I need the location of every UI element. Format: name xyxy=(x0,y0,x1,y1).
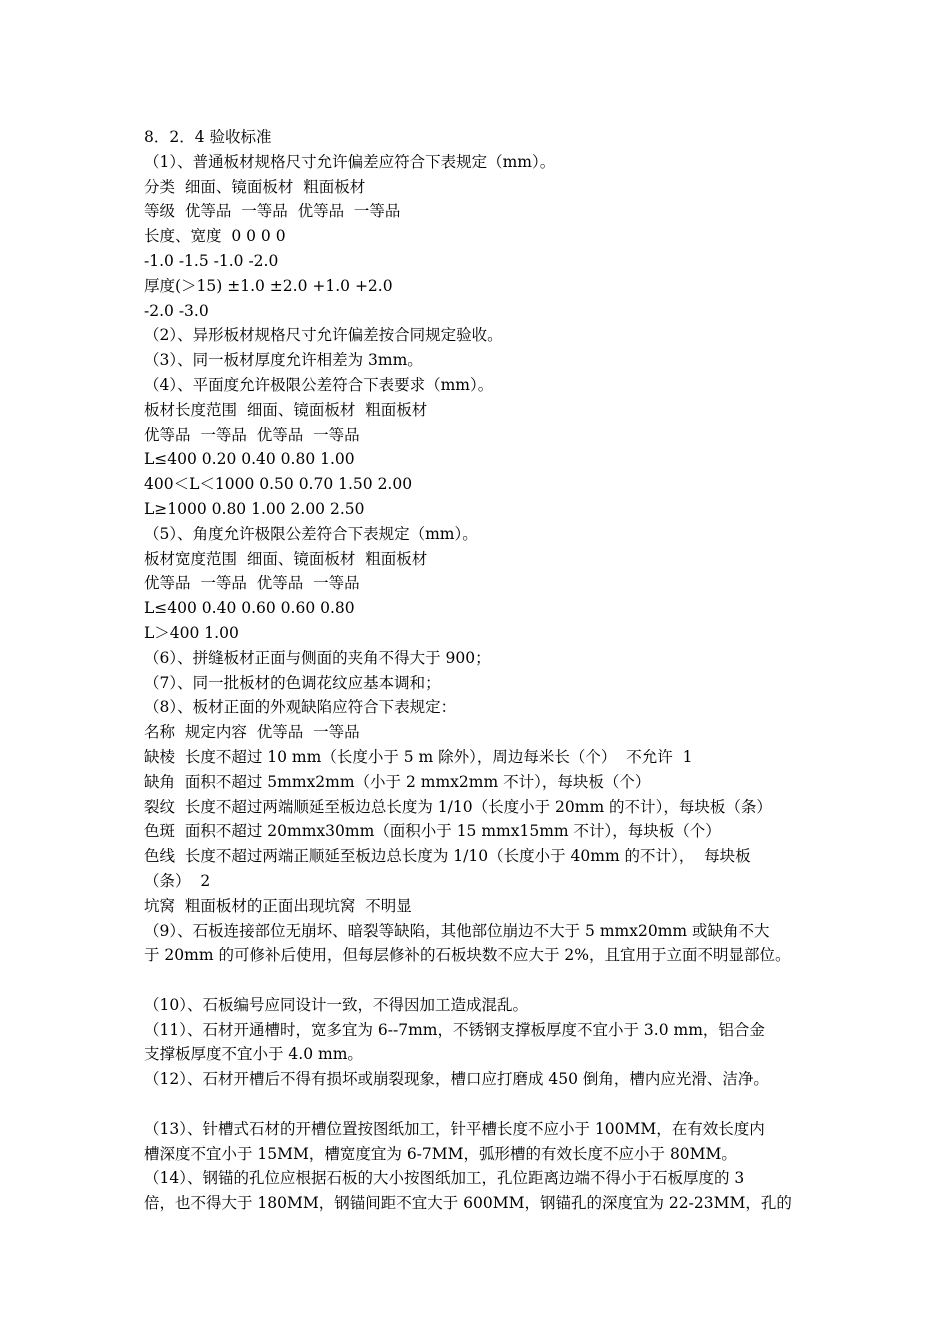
table-line: 色斑 面积不超过 20mmx30mm（面积小于 15 mmx15mm 不计），每块板（个） xyxy=(144,822,721,841)
paragraph-line: （8）、板材正面的外观缺陷应符合下表规定： xyxy=(144,698,457,717)
table-line: 400＜L＜1000 0.50 0.70 1.50 2.00 xyxy=(144,475,413,494)
paragraph-line: （6）、拼缝板材正面与侧面的夹角不得大于 900； xyxy=(144,648,491,667)
table-line: 缺角 面积不超过 5mmx2mm（小于 2 mmx2mm 不计），每块板（个） xyxy=(144,772,651,791)
table-line: 裂纹 长度不超过两端顺延至板边总长度为 1/10（长度小于 20mm 的不计），每块板（条） xyxy=(144,797,772,816)
paragraph-line: 于 20mm 的可修补后使用，但每层修补的石板块数不应大于 2%，且宜用于立面不明显部位。 xyxy=(144,946,791,965)
blank-line xyxy=(144,1092,840,1117)
table-line: -1.0 -1.5 -1.0 -2.0 xyxy=(144,251,279,270)
paragraph-line: （2）、异形板材规格尺寸允许偏差按合同规定验收。 xyxy=(144,326,503,345)
table-line: -2.0 -3.0 xyxy=(144,301,209,320)
table-line: 板材长度范围 细面、镜面板材 粗面板材 xyxy=(144,400,428,419)
paragraph-line: （7）、同一批板材的色调花纹应基本调和； xyxy=(144,673,441,692)
paragraph-line: （3）、同一板材厚度允许相差为 3mm。 xyxy=(144,351,423,370)
table-line: 优等品 一等品 优等品 一等品 xyxy=(144,425,360,444)
table-line: 缺棱 长度不超过 10 mm（长度小于 5 m 除外），周边每米长（个） 不允许 1 xyxy=(144,747,693,766)
paragraph-line: （14）、钢锚的孔位应根据石板的大小按图纸加工，孔位距离边端不得小于石板厚度的 3 xyxy=(144,1169,745,1188)
table-line: （条） 2 xyxy=(144,871,211,890)
paragraph-line: 槽深度不宜小于 15MM，槽宽度宜为 6-7MM，弧形槽的有效长度不应小于 80MM。 xyxy=(144,1144,737,1163)
paragraph-line: 支撑板厚度不宜小于 4.0 mm。 xyxy=(144,1045,363,1064)
table-line: 等级 优等品 一等品 优等品 一等品 xyxy=(144,202,401,221)
paragraph-line: （9）、石板连接部位无崩坏、暗裂等缺陷，其他部位崩边不大于 5 mmx20mm 或缺角不大 xyxy=(144,921,770,940)
paragraph-line: （12）、石材开槽后不得有损坏或崩裂现象，槽口应打磨成 450 倒角，槽内应光滑、洁净。 xyxy=(144,1070,769,1089)
table-line: L＞400 1.00 xyxy=(144,623,239,642)
paragraph-line: （5）、角度允许极限公差符合下表规定（mm）。 xyxy=(144,524,478,543)
table-line: L≤400 0.20 0.40 0.80 1.00 xyxy=(144,450,355,469)
blank-line xyxy=(144,968,840,993)
table-line: 板材宽度范围 细面、镜面板材 粗面板材 xyxy=(144,549,428,568)
table-line: 坑窝 粗面板材的正面出现坑窝 不明显 xyxy=(144,896,412,915)
paragraph-line: （13）、针槽式石材的开槽位置按图纸加工，针平槽长度不应小于 100MM，在有效长度内 xyxy=(144,1119,765,1138)
table-line: L≤400 0.40 0.60 0.60 0.80 xyxy=(144,599,355,618)
table-line: 色线 长度不超过两端正顺延至板边总长度为 1/10（长度小于 40mm 的不计）， 每块板 xyxy=(144,847,751,866)
table-line: 优等品 一等品 优等品 一等品 xyxy=(144,574,360,593)
paragraph-line: （10）、石板编号应同设计一致，不得因加工造成混乱。 xyxy=(144,995,528,1014)
table-line: 分类 细面、镜面板材 粗面板材 xyxy=(144,177,366,196)
paragraph-line: 倍，也不得大于 180MM，钢锚间距不宜大于 600MM，钢锚孔的深度宜为 22-23MM，孔的 xyxy=(144,1194,792,1213)
table-line: 名称 规定内容 优等品 一等品 xyxy=(144,723,360,742)
paragraph-line: （11）、石材开通槽时，宽多宜为 6--7mm，不锈钢支撑板厚度不宜小于 3.0 mm，铝合金 xyxy=(144,1020,765,1039)
table-line: 长度、宽度 0 0 0 0 xyxy=(144,227,286,246)
paragraph-line: （4）、平面度允许极限公差符合下表要求（mm）。 xyxy=(144,375,494,394)
table-line: 厚度(＞15) ±1.0 ±2.0 +1.0 +2.0 xyxy=(144,276,393,295)
paragraph-line: （1）、普通板材规格尺寸允许偏差应符合下表规定（mm）。 xyxy=(144,152,556,171)
section-heading: 8．2．4 验收标准 xyxy=(144,128,272,146)
table-line: L≥1000 0.80 1.00 2.00 2.50 xyxy=(144,499,365,518)
